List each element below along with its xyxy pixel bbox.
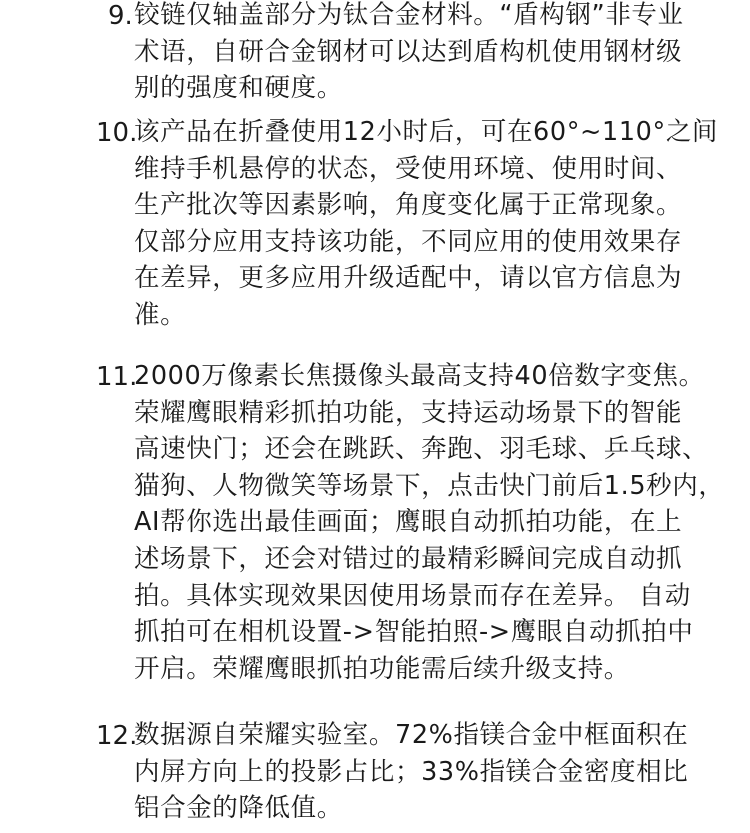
footnote-line: 抓拍可在相机设置->智能拍照->鹰眼自动抓拍中: [134, 617, 694, 648]
footnote-line: 在差异，更多应用升级适配中，请以官方信息为: [134, 263, 683, 294]
footnote-text: [134, 114, 719, 334]
footnote-line: 仅部分应用支持该功能，不同应用的使用效果存: [134, 226, 683, 257]
footnote-line: 铝合金的降低值。: [134, 793, 343, 824]
footnote-line: 铰链仅轴盖部分为钛合金材料。“盾构钢”非专业: [134, 0, 684, 30]
footnote-number: 9.: [108, 1, 133, 31]
footnote-text: [134, 717, 689, 827]
footnote-line: 该产品在折叠使用12小时后，可在60°~110°之间: [134, 117, 719, 147]
footnote-text: [134, 0, 684, 107]
footnote-line: 生产批次等因素影响，角度变化属于正常现象。: [134, 190, 683, 221]
footnote-number: 12.: [96, 721, 138, 751]
footnote-line: 拍。具体实现效果因使用场景而存在差异。 自动: [134, 580, 691, 611]
footnote-line: AI帮你选出最佳画面；鹰眼自动抓拍功能，在上: [134, 507, 683, 538]
footnote-line: 维持手机悬停的状态，受使用环境、使用时间、: [134, 153, 683, 184]
footnote-number: 10.: [96, 118, 138, 148]
footnote-line: 述场景下，还会对错过的最精彩瞬间完成自动抓: [134, 543, 683, 574]
footnote-line: 猫狗、人物微笑等场景下，点击快门前后1.5秒内，: [134, 470, 725, 501]
footnote-line: 高速快门；还会在跳跃、奔跑、羽毛球、乒乓球、: [134, 434, 709, 465]
footnote-line: 内屏方向上的投影占比；33%指镁合金密度相比: [134, 756, 689, 787]
footnote-text: [134, 358, 725, 687]
footnote-line: 术语，自研合金钢材可以达到盾构机使用钢材级: [134, 36, 683, 67]
footnote-line: 荣耀鹰眼精彩抓拍功能，支持运动场景下的智能: [134, 397, 683, 428]
footnote-line: 开启。荣耀鹰眼抓拍功能需后续升级支持。: [134, 653, 630, 684]
footnote-line: 2000万像素长焦摄像头最高支持40倍数字变焦。: [134, 361, 705, 391]
footnote-line: 数据源自荣耀实验室。72%指镁合金中框面积在: [134, 720, 689, 750]
footnote-line: 准。: [134, 299, 187, 330]
footnote-number: 11.: [96, 362, 138, 392]
footnote-line: 别的强度和硬度。: [134, 73, 343, 104]
